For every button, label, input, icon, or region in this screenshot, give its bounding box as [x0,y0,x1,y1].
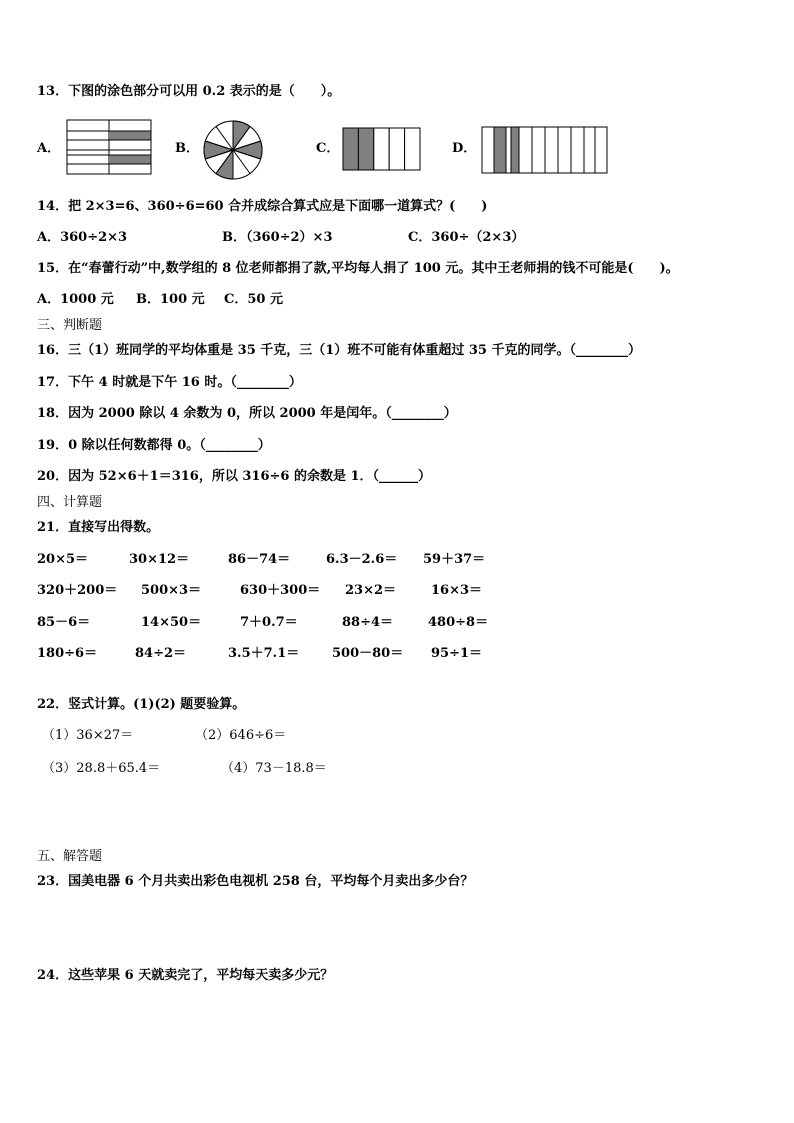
q21-item: 14×50＝ [141,615,202,630]
q13-figure-b [202,119,264,181]
q22-item-1: （1）36×27＝ [42,728,134,743]
q13-option-b-label: B． [175,141,199,156]
q21-item: 84÷2＝ [135,646,187,661]
q21-item: 23×2＝ [345,583,397,598]
q21-item: 85－6＝ [37,615,91,630]
q14-option-b: B．（360÷2）×3 [222,230,333,245]
q21-item: 88÷4＝ [342,615,394,630]
q21-text: 21．直接写出得数。 [37,520,160,535]
q20-text: 20．因为 52×6＋1＝316，所以 316÷6 的余数是 1．（______） [37,469,432,484]
q21-item: 95÷1＝ [431,646,483,661]
q14-option-a: A．360÷2×3 [37,230,128,245]
section-title-judgement: 三、判断题 [37,318,103,333]
q23-text: 23．国美电器 6 个月共卖出彩色电视机 258 台，平均每个月卖出多少台？ [37,874,474,889]
section-title-calculation: 四、计算题 [37,495,103,510]
q21-item: 500×3＝ [141,583,202,598]
q21-item: 3.5＋7.1＝ [228,646,300,661]
q21-item: 59＋37＝ [423,552,486,567]
q22-item-4: （4）73－18.8＝ [221,761,327,776]
q13-option-d-label: D． [452,141,477,156]
q15-option-b: B．100 元 [136,292,205,307]
q21-item: 7＋0.7＝ [240,615,298,630]
q13-text: 13．下图的涂色部分可以用 0.2 表示的是（ ）。 [37,84,341,99]
q21-item: 20×5＝ [37,552,89,567]
q22-text: 22．竖式计算。(1)(2) 题要验算。 [37,697,246,712]
q19-text: 19．0 除以任何数都得 0。（________） [37,438,271,453]
q13-option-a-label: A． [37,141,61,156]
q21-item: 180÷6＝ [37,646,98,661]
q18-text: 18．因为 2000 除以 4 余数为 0，所以 2000 年是闰年。（________） [37,406,457,421]
q15-option-a: A．1000 元 [37,292,114,307]
q21-item: 480÷8＝ [428,615,489,630]
q14-option-c: C．360÷（2×3） [408,230,525,245]
q14-text: 14．把 2×3=6、360÷6=60 合并成综合算式应是下面哪一道算式？( ) [37,199,488,214]
q21-item: 16×3＝ [431,583,483,598]
q16-text: 16．三（1）班同学的平均体重是 35 千克，三（1）班不可能有体重超过 35 千克的同学。（________） [37,343,641,358]
q24-text: 24．这些苹果 6 天就卖完了，平均每天卖多少元？ [37,968,334,983]
q21-item: 500－80＝ [332,646,404,661]
q21-item: 30×12＝ [129,552,190,567]
q15-text: 15．在“春蕾行动”中,数学组的 8 位老师都捐了款,平均每人捐了 100 元。其中王老师捐的钱不可能是( )。 [37,261,679,276]
q17-text: 17．下午 4 时就是下午 16 时。（________） [37,375,302,390]
q21-item: 320＋200＝ [37,583,118,598]
q13-figure-d [481,126,608,174]
q13-figure-c [342,127,422,171]
q22-item-3: （3）28.8＋65.4＝ [42,761,161,776]
q21-item: 6.3－2.6＝ [326,552,398,567]
q21-item: 630＋300＝ [240,583,321,598]
q13-figure-a [66,119,152,175]
q21-item: 86－74＝ [228,552,291,567]
q13-option-c-label: C． [316,141,340,156]
q22-item-2: （2）646÷6＝ [195,728,287,743]
q15-option-c: C．50 元 [224,292,283,307]
section-title-word-problems: 五、解答题 [37,849,103,864]
